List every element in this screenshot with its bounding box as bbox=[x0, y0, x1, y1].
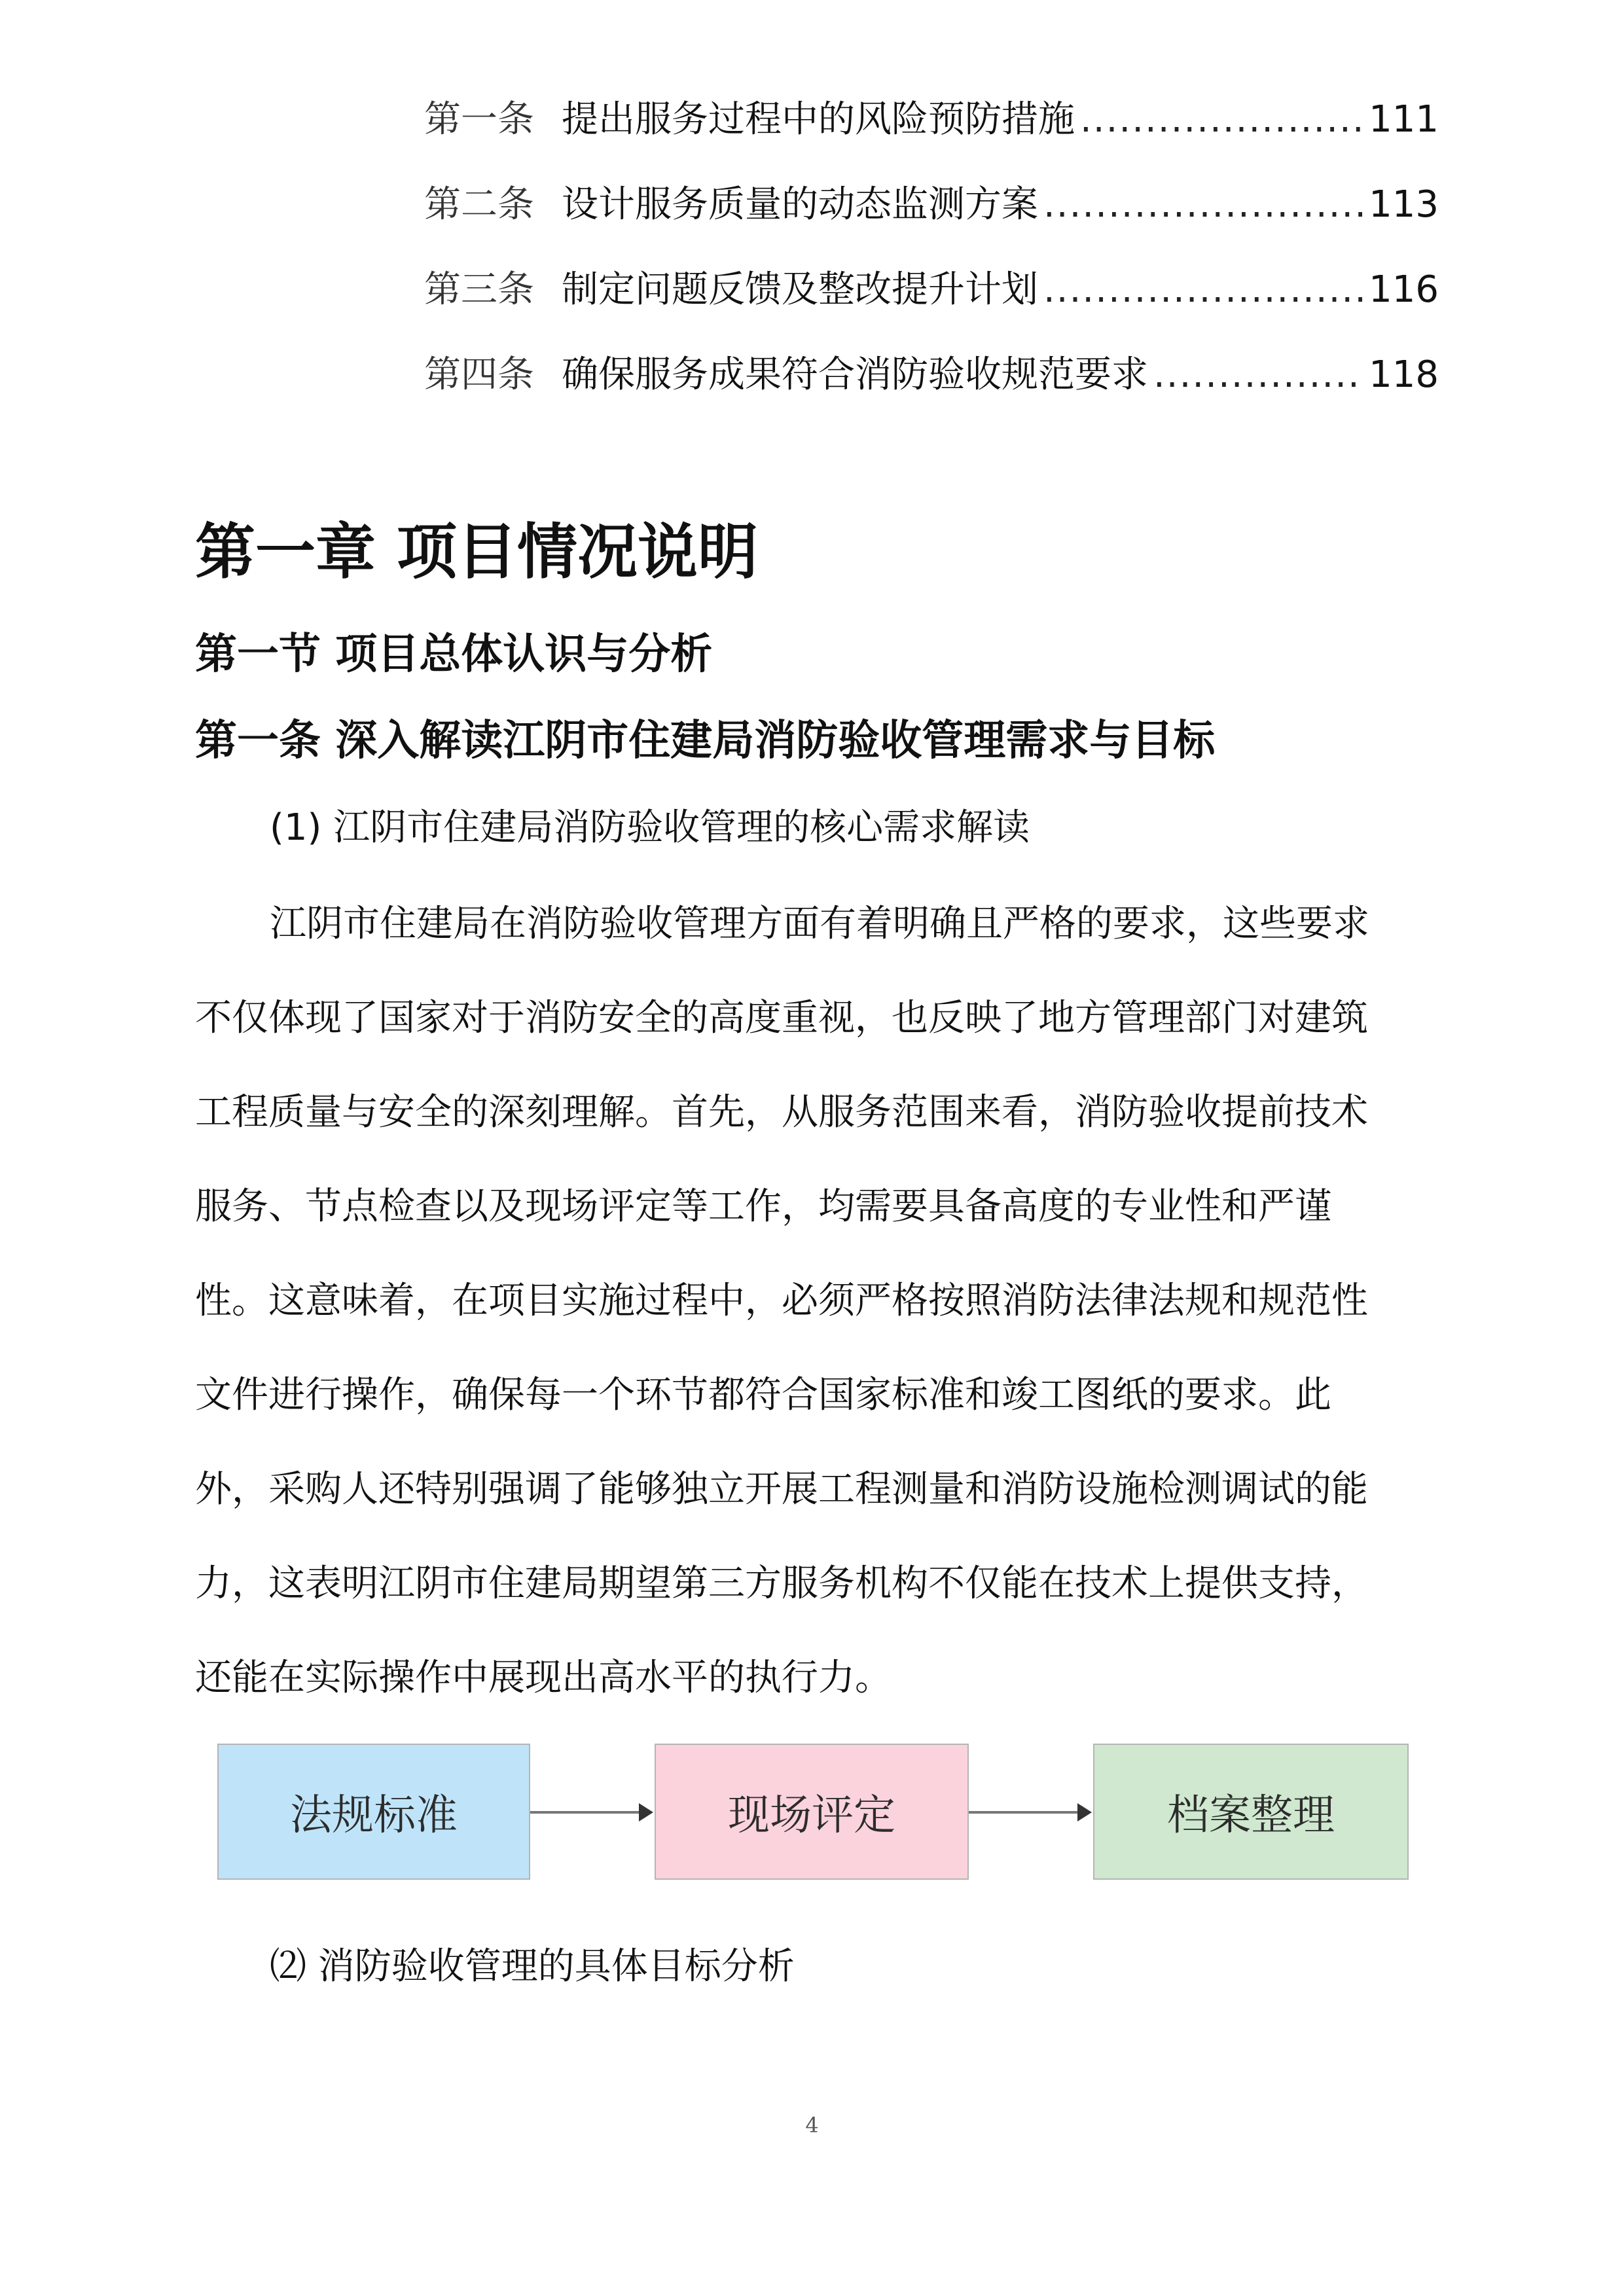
toc-entry-page: 116 bbox=[1369, 268, 1439, 311]
toc-entry-number: 第四条 bbox=[424, 353, 534, 396]
subheading-goals: ⑵ 消防验收管理的具体目标分析 bbox=[270, 1945, 795, 1988]
table-of-contents bbox=[424, 77, 1439, 418]
toc-leader-dots bbox=[1043, 247, 1363, 332]
toc-entry-title: 制定问题反馈及整改提升计划 bbox=[562, 268, 1038, 311]
flow-step-archive: 档案整理 bbox=[1093, 1744, 1409, 1880]
paragraph-line: 文件进行操作，确保每一个环节都符合国家标准和竣工图纸的要求。此 bbox=[195, 1374, 1331, 1416]
article-title: 第一条 深入解读江阴市住建局消防验收管理需求与目标 bbox=[195, 717, 1216, 765]
toc-leader-dots bbox=[1080, 77, 1363, 162]
toc-entry-page: 118 bbox=[1369, 353, 1439, 396]
toc-entry[interactable] bbox=[424, 162, 1439, 247]
paragraph-line: 工程质量与安全的深刻理解。首先，从服务范围来看，消防验收提前技术 bbox=[195, 1091, 1368, 1134]
paragraph-line: 力，这表明江阴市住建局期望第三方服务机构不仅能在技术上提供支持， bbox=[195, 1562, 1368, 1605]
toc-leader-dots bbox=[1043, 162, 1363, 247]
body-paragraph bbox=[195, 877, 1426, 1725]
toc-entry[interactable] bbox=[424, 77, 1439, 162]
page-number: 4 bbox=[805, 2113, 819, 2138]
paragraph-line: 性。这意味着，在项目实施过程中，必须严格按照消防法律法规和规范性 bbox=[195, 1280, 1368, 1322]
flow-arrow-icon bbox=[530, 1811, 651, 1814]
toc-entry-number: 第三条 bbox=[424, 268, 534, 311]
toc-leader-dots bbox=[1153, 332, 1363, 418]
toc-entry-page: 111 bbox=[1369, 98, 1439, 141]
paragraph-line: 服务、节点检查以及现场评定等工作，均需要具备高度的专业性和严谨 bbox=[195, 1185, 1331, 1228]
toc-entry[interactable] bbox=[424, 332, 1439, 418]
process-flow-diagram bbox=[217, 1744, 1422, 1882]
section-title: 第一节 项目总体认识与分析 bbox=[195, 630, 713, 679]
paragraph-line: 还能在实际操作中展现出高水平的执行力。 bbox=[195, 1657, 892, 1699]
toc-entry-title: 设计服务质量的动态监测方案 bbox=[562, 183, 1038, 226]
flow-arrow-icon bbox=[969, 1811, 1089, 1814]
toc-entry-page: 113 bbox=[1369, 183, 1439, 226]
flow-step-regulations: 法规标准 bbox=[217, 1744, 530, 1880]
toc-entry-number: 第二条 bbox=[424, 183, 534, 226]
toc-entry-title: 确保服务成果符合消防验收规范要求 bbox=[562, 353, 1148, 396]
paragraph-line: 外，采购人还特别强调了能够独立开展工程测量和消防设施检测调试的能 bbox=[195, 1468, 1368, 1511]
paragraph-line: 不仅体现了国家对于消防安全的高度重视，也反映了地方管理部门对建筑 bbox=[195, 997, 1368, 1039]
toc-entry-title: 提出服务过程中的风险预防措施 bbox=[562, 98, 1075, 141]
flow-step-site-assessment: 现场评定 bbox=[655, 1744, 969, 1880]
toc-entry-number: 第一条 bbox=[424, 98, 534, 141]
paragraph-line: 江阴市住建局在消防验收管理方面有着明确且严格的要求，这些要求 bbox=[270, 903, 1369, 945]
subheading-core-needs: (1) 江阴市住建局消防验收管理的核心需求解读 bbox=[270, 806, 1030, 849]
chapter-title: 第一章 项目情况说明 bbox=[195, 517, 759, 587]
toc-entry[interactable] bbox=[424, 247, 1439, 332]
